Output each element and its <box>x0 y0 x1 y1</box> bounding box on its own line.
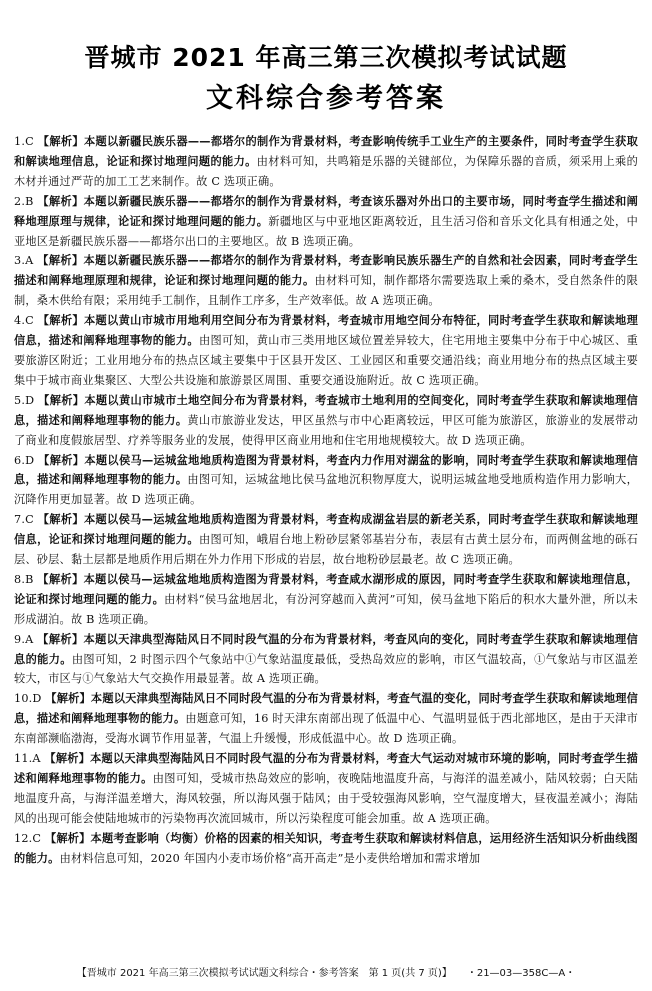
answer-lead: 【解析】本题以新疆民族乐器——都塔尔的制作为背景材料，考查该乐器对外出口的主要市场，同时考查学生描述和阐释地理原理与规律，论证和探讨地理问题的能力。 <box>14 194 639 228</box>
answer-lead: 【解析】本题以天津典型海陆风日不同时段气温的分布为背景材料，考查风向的变化，同时考查学生获取和解读地理信息的能力。 <box>14 632 639 666</box>
answer-body: 由题意可知，16 时天津东南部出现了低温中心、气温明显低于西北部地区，是由于天津市东南部濒临渤海，受海水调节作用显著，气温上升缓慢，形成低温中心。故 D 选项正确。 <box>14 712 638 746</box>
answer-item <box>14 451 638 511</box>
answer-lead: 【解析】本题以黄山市城市用地利用空间分布为背景材料，考查城市用地空间分布特征，同时考查学生获取和解读地理信息，描述和阐释地理事物的能力。 <box>14 314 638 348</box>
answer-number: 8.B <box>14 572 34 586</box>
answer-body: 由材料“侯马盆地居北，有汾河穿越而入黄河”可知，侯马盆地下陷后的积水大量外泄，所以未形成湖泊。故 B 选项正确。 <box>14 592 639 626</box>
answer-body: 由材料可知，制作都塔尔需要选取上乘的桑木，受自然条件的限制，桑木供给有限；采用纯手工制作，且制作工序多，生产效率低。故 A 选项正确。 <box>14 274 638 308</box>
answer-lead: 【解析】本题以黄山市城市土地空间分布为背景材料，考查城市土地利用的空间变化，同时考查学生获取和解读地理信息，描述和阐释地理事物的能力。 <box>14 393 639 427</box>
answer-body: 由图可知，2 时图示四个气象站中①气象站温度最低，受热岛效应的影响，市区气温较高，①气象站与市区温差较大，市区与①气象站大气交换作用最显著。故 A 选项正确。 <box>14 652 638 686</box>
answer-number: 6.D <box>14 453 35 467</box>
answer-item <box>14 689 638 749</box>
answer-item <box>14 570 638 630</box>
answer-item <box>14 192 638 252</box>
answer-lead: 【解析】本题以侯马—运城盆地地质构造图为背景材料，考查内力作用对湖盆的影响，同时考查学生获取和解读地理信息，描述和阐释地理事物的能力。 <box>14 453 639 487</box>
answer-number: 3.A <box>14 254 34 268</box>
answer-number: 10.D <box>14 692 42 706</box>
answer-number: 11.A <box>14 752 41 766</box>
answer-item <box>14 829 638 869</box>
answer-item <box>14 251 638 311</box>
answer-item <box>14 311 638 391</box>
answer-item <box>14 132 638 192</box>
answer-lead: 【解析】本题以新疆民族乐器——都塔尔的制作为背景材料，考查影响传统手工业生产的主要条件，同时考查学生获取和解读地理信息，论证和探讨地理问题的能力。 <box>14 135 638 168</box>
answer-item <box>14 749 638 829</box>
answer-lead: 【解析】本题考查影响（均衡）价格的因素的相关知识，考查考生获取和解读材料信息，运用经济生活知识分析曲线图的能力。 <box>14 831 638 865</box>
answer-body: 由材料可知，共鸣箱是乐器的关键部位，为保障乐器的音质，须采用上乘的木材并通过严苛的加工工艺来制作。故 C 选项正确。 <box>14 154 638 188</box>
title-line-1: 晋城市 2021 年高三第三次模拟考试试题 <box>84 43 568 72</box>
answer-number: 7.C <box>14 513 34 527</box>
answer-number: 2.B <box>14 194 34 208</box>
answer-number: 5.D <box>14 393 35 407</box>
title-line-2: 文科综合参考答案 <box>206 83 446 114</box>
answer-body: 由图可知，黄山市三类用地区域位置差异较大，住宅用地主要集中分布于中心城区、重要旅游区附近；工业用地分布的热点区域主要集中于区县开发区、工业园区和重要交通沿线；商业用地分布的热点区域主要集中于城市商业集聚区、大型公共设施和旅游景区周围、重要交通设施附近。故 C 选项正确。 <box>14 334 638 387</box>
page-footer: 【晋城市 2021 年高三第三次模拟考试试题文科综合・参考答案 第 1 页(共 7 页)】 ・21—03—358C—A・ <box>76 968 576 979</box>
answer-lead: 【解析】本题以侯马—运城盆地地质构造图为背景材料，考查构成湖盆岩层的新老关系，同时考查学生获取和解读地理信息，论证和探讨地理问题的能力。 <box>14 513 638 547</box>
answer-item <box>14 510 638 570</box>
answer-item <box>14 630 638 690</box>
answer-body: 由材料信息可知，2020 年国内小麦市场价格“高开高走”是小麦供给增加和需求增加 <box>59 851 481 865</box>
answer-body: 由图可知，峨眉台地上粉砂层紧邻基岩分布，表层有古黄土层分布，而两侧盆地的砾石层、砂层、黏土层都是地质作用后期在外力作用下形成的岩层，故台地粉砂层最老。故 C 选项正确。 <box>14 533 638 567</box>
answer-number: 4.C <box>14 314 34 328</box>
answer-lead: 【解析】本题以新疆民族乐器——都塔尔的制作为背景材料，考查影响民族乐器生产的自然和社会因素，同时考查学生描述和阐释地理原理和规律，论证和探讨地理问题的能力。 <box>14 254 638 288</box>
answer-body: 黄山市旅游业发达，甲区虽然与市中心距离较远，甲区可能为旅游区，旅游业的发展带动了商业和度假旅居型、疗养等服务业的发展，使得甲区商业用地和住宅用地规模较大。故 D 选项正确。 <box>14 413 638 447</box>
answer-number: 12.C <box>14 831 42 845</box>
answer-number: 1.C <box>14 135 34 148</box>
answer-body: 新疆地区与中亚地区距离较近，且生活习俗和音乐文化具有相通之处，中亚地区是新疆民族乐器——都塔尔出口的主要地区。故 B 选项正确。 <box>14 214 638 248</box>
answer-item <box>14 391 638 451</box>
answer-lead: 【解析】本题以天津典型海陆风日不同时段气温的分布为背景材料，考查大气运动对城市环境的影响，同时考查学生描述和阐释地理事物的能力。 <box>14 752 639 785</box>
answer-number: 9.A <box>14 632 34 646</box>
answer-lead: 【解析】本题以天津典型海陆风日不同时段气温的分布为背景材料，考查气温的变化，同时考查学生获取和解读地理信息，描述和阐释地理事物的能力。 <box>14 692 639 726</box>
answer-body: 由图可知，受城市热岛效应的影响，夜晚陆地温度升高，与海洋的温差减小，陆风较弱；白天陆地温度升高，与海洋温差增大，海风较强，所以海风强于陆风；由于受较强海风影响，空气湿度增大，昼夜温差减小；海陆风的出现可能会使陆地城市的污染物再次流回城市，所以污染程度可能会加重。故 A 选项正确。 <box>14 772 638 825</box>
answer-list <box>14 132 638 869</box>
answer-lead: 【解析】本题以侯马—运城盆地地质构造图为背景材料，考查咸水湖形成的原因，同时考查学生获取和解读地理信息，论证和探讨地理问题的能力。 <box>14 572 638 606</box>
answer-body: 由图可知，运城盆地比侯马盆地沉积物厚度大，说明运城盆地受地质构造作用力影响大，沉降作用更加显著。故 D 选项正确。 <box>14 473 638 507</box>
